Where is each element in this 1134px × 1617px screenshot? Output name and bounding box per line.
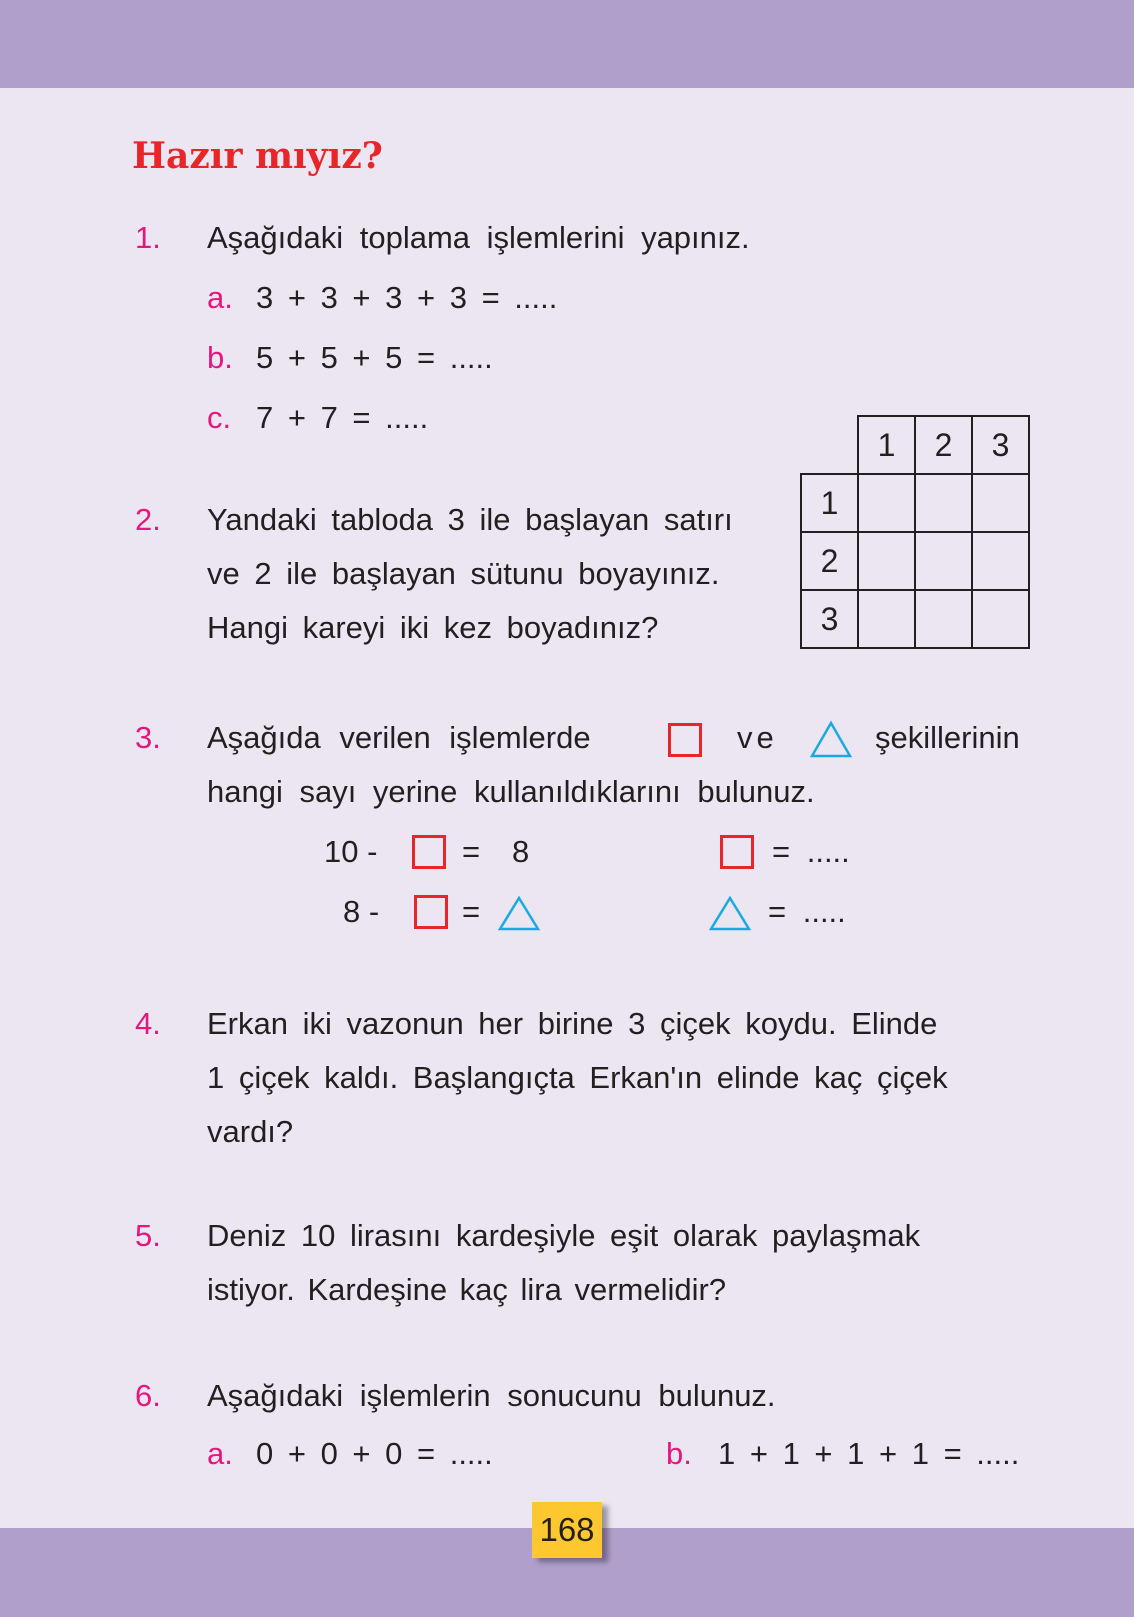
- q5-number: 5.: [135, 1218, 161, 1253]
- triangle-icon: [498, 895, 540, 931]
- eq2-equals: =: [462, 894, 481, 929]
- q1b-expr: 5 + 5 + 5 = .....: [256, 340, 493, 375]
- page-number: 168: [532, 1502, 602, 1558]
- grid-cell[interactable]: [858, 474, 915, 532]
- q1b-label: b.: [207, 340, 233, 375]
- q4-number: 4.: [135, 1006, 161, 1041]
- grid-corner: [801, 416, 858, 474]
- eq2-left: 8 -: [343, 894, 380, 929]
- grid-col-header: 1: [858, 416, 915, 474]
- q1a-expr: 3 + 3 + 3 + 3 = .....: [256, 280, 558, 315]
- q6b-label: b.: [666, 1436, 692, 1471]
- q4-line: vardı?: [207, 1114, 294, 1149]
- q1-text: Aşağıdaki toplama işlemlerini yapınız.: [207, 220, 750, 255]
- q3-line2: hangi sayı yerine kullanıldıklarını bulunuz.: [207, 774, 815, 809]
- grid-col-header: 3: [972, 416, 1029, 474]
- eq1-left: 10 -: [324, 834, 378, 869]
- square-icon: [720, 835, 754, 869]
- q5-line: Deniz 10 lirasını kardeşiyle eşit olarak paylaşmak: [207, 1218, 921, 1253]
- grid-cell[interactable]: [915, 532, 972, 590]
- grid-row-header: 1: [801, 474, 858, 532]
- q2-line: Hangi kareyi iki kez boyadınız?: [207, 610, 659, 645]
- q5-line: istiyor. Kardeşine kaç lira vermelidir?: [207, 1272, 727, 1307]
- number-grid: [800, 415, 1030, 649]
- grid-cell[interactable]: [915, 590, 972, 648]
- grid-cell[interactable]: [858, 532, 915, 590]
- eq1-equals: =: [462, 834, 481, 869]
- section-title: Hazır mıyız?: [132, 135, 383, 177]
- square-icon: [414, 895, 448, 929]
- triangle-icon: [709, 895, 751, 931]
- grid-cell[interactable]: [972, 590, 1029, 648]
- q6-number: 6.: [135, 1378, 161, 1413]
- q6b-expr: 1 + 1 + 1 + 1 = .....: [718, 1436, 1020, 1471]
- grid-cell[interactable]: [972, 474, 1029, 532]
- q2-number: 2.: [135, 502, 161, 537]
- grid-row-header: 2: [801, 532, 858, 590]
- q6a-expr: 0 + 0 + 0 = .....: [256, 1436, 493, 1471]
- q3-text-a: Aşağıda verilen işlemlerde: [207, 720, 591, 755]
- q4-line: Erkan iki vazonun her birine 3 çiçek koydu. Elinde: [207, 1006, 938, 1041]
- q2-line: Yandaki tabloda 3 ile başlayan satırı: [207, 502, 733, 537]
- grid-cell[interactable]: [915, 474, 972, 532]
- grid-cell[interactable]: [858, 590, 915, 648]
- q1c-expr: 7 + 7 = .....: [256, 400, 429, 435]
- q1a-label: a.: [207, 280, 233, 315]
- triangle-icon: [810, 720, 852, 758]
- grid-cell[interactable]: [972, 532, 1029, 590]
- q6-text: Aşağıdaki işlemlerin sonucunu bulunuz.: [207, 1378, 776, 1413]
- q2-line: ve 2 ile başlayan sütunu boyayınız.: [207, 556, 720, 591]
- q3-text-b: ve: [737, 720, 778, 755]
- top-band: [0, 0, 1134, 88]
- q6a-label: a.: [207, 1436, 233, 1471]
- q3-text-c: şekillerinin: [875, 720, 1020, 755]
- q1-number: 1.: [135, 220, 161, 255]
- grid-col-header: 2: [915, 416, 972, 474]
- square-answer: = .....: [772, 834, 850, 869]
- triangle-answer: = .....: [768, 894, 846, 929]
- grid-row-header: 3: [801, 590, 858, 648]
- eq1-result: 8: [512, 834, 530, 869]
- square-icon: [668, 723, 702, 757]
- q1c-label: c.: [207, 400, 232, 435]
- square-icon: [412, 835, 446, 869]
- q3-number: 3.: [135, 720, 161, 755]
- q4-line: 1 çiçek kaldı. Başlangıçta Erkan'ın elinde kaç çiçek: [207, 1060, 948, 1095]
